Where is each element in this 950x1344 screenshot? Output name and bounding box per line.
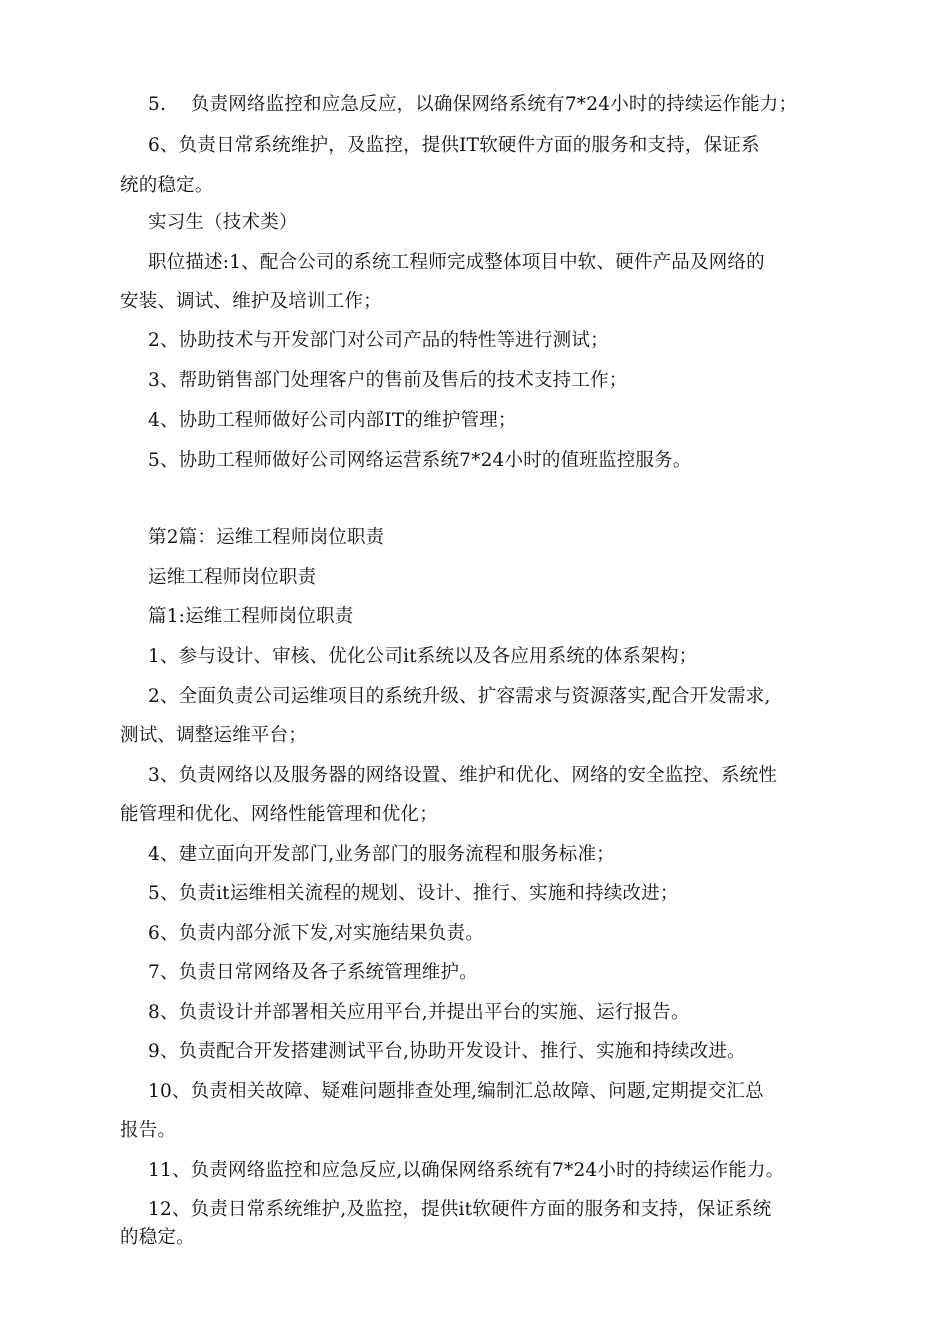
paragraph-line: 5、协助工程师做好公司网络运营系统7*24小时的值班监控服务。: [148, 450, 692, 471]
paragraph-line: 6、负责内部分派下发,对实施结果负责。: [148, 923, 484, 944]
paragraph-line: 10、负责相关故障、疑难问题排查处理,编制汇总故障、问题,定期提交汇总: [148, 1081, 764, 1102]
paragraph-line: 8、负责设计并部署相关应用平台,并提出平台的实施、运行报告。: [148, 1002, 690, 1023]
paragraph-line: 统的稳定。: [120, 175, 214, 196]
paragraph-line: 6、负责日常系统维护，及监控，提供IT软硬件方面的服务和支持，保证系: [148, 135, 760, 156]
paragraph-line: 的稳定。: [120, 1227, 195, 1248]
paragraph-line: 2、全面负责公司运维项目的系统升级、扩容需求与资源落实,配合开发需求,: [148, 686, 771, 707]
section-heading: 篇1:运维工程师岗位职责: [148, 606, 354, 627]
paragraph-line: 报告。: [120, 1120, 177, 1141]
section-heading: 实习生（技术类）: [148, 212, 298, 233]
paragraph-line: 5、负责it运维相关流程的规划、设计、推行、实施和持续改进；: [148, 883, 679, 904]
paragraph-line: 7、负责日常网络及各子系统管理维护。: [148, 962, 478, 983]
paragraph-line: 5. 负责网络监控和应急反应，以确保网络系统有7*24小时的持续运作能力；: [148, 94, 798, 115]
paragraph-line: 1、参与设计、审核、优化公司it系统以及各应用系统的体系架构；: [148, 646, 698, 667]
paragraph-line: 2、协助技术与开发部门对公司产品的特性等进行测试；: [148, 330, 609, 351]
paragraph-line: 3、负责网络以及服务器的网络设置、维护和优化、网络的安全监控、系统性: [148, 765, 778, 786]
paragraph-line: 职位描述:1、配合公司的系统工程师完成整体项目中软、硬件产品及网络的: [148, 252, 765, 273]
paragraph-line: 安装、调试、维护及培训工作；: [120, 291, 382, 312]
paragraph-line: 4、建立面向开发部门,业务部门的服务流程和服务标准；: [148, 844, 615, 865]
paragraph-line: 9、负责配合开发搭建测试平台,协助开发设计、推行、实施和持续改进。: [148, 1041, 746, 1062]
paragraph-line: 11、负责网络监控和应急反应,以确保网络系统有7*24小时的持续运作能力。: [148, 1160, 785, 1181]
paragraph-line: 3、帮助销售部门处理客户的售前及售后的技术支持工作；: [148, 370, 628, 391]
paragraph-line: 测试、调整运维平台；: [120, 725, 308, 746]
article-title: 第2篇：运维工程师岗位职责: [148, 527, 385, 548]
paragraph-line: 12、负责日常系统维护,及监控，提供it软硬件方面的服务和支持，保证系统: [148, 1199, 772, 1220]
paragraph-line: 能管理和优化、网络性能管理和优化；: [120, 804, 438, 825]
section-heading: 运维工程师岗位职责: [148, 567, 317, 588]
paragraph-line: 4、协助工程师做好公司内部IT的维护管理；: [148, 410, 517, 431]
